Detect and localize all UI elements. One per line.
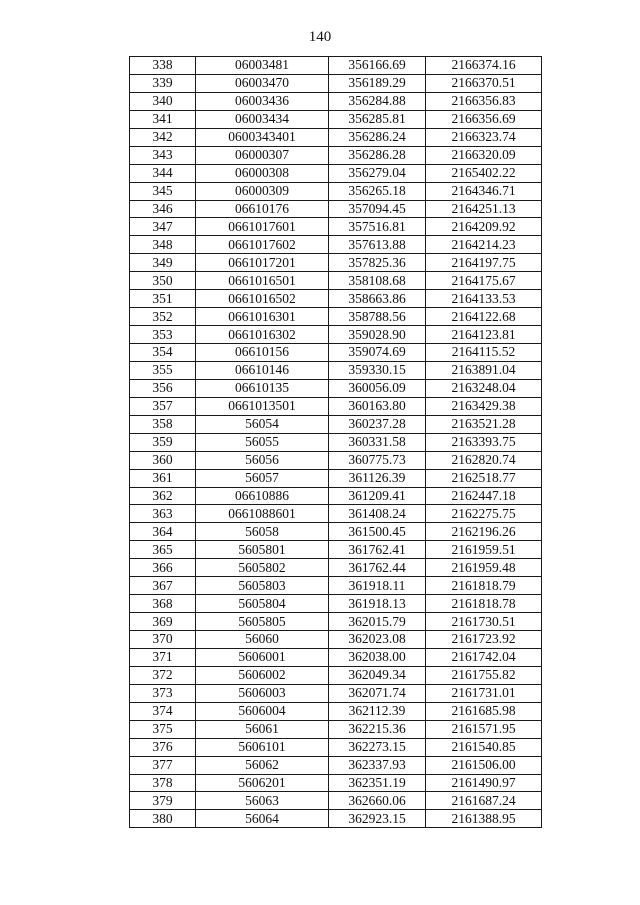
y-coordinate-cell: 2161571.95: [426, 720, 542, 738]
point-id-cell: 5606004: [196, 702, 329, 720]
y-coordinate-cell: 2162447.18: [426, 487, 542, 505]
y-coordinate-cell: 2161730.51: [426, 613, 542, 631]
point-number-cell: 361: [130, 469, 196, 487]
table-row: [130, 254, 542, 272]
table-row: [130, 397, 542, 415]
point-id-cell: 56056: [196, 451, 329, 469]
table-row: [130, 738, 542, 756]
y-coordinate-cell: 2161388.95: [426, 810, 542, 828]
point-number-cell: 346: [130, 200, 196, 218]
table-row: [130, 487, 542, 505]
point-number-cell: 357: [130, 397, 196, 415]
table-row: [130, 451, 542, 469]
x-coordinate-cell: 356279.04: [329, 164, 426, 182]
point-id-cell: 5606201: [196, 774, 329, 792]
x-coordinate-cell: 362071.74: [329, 684, 426, 702]
table-row: [130, 164, 542, 182]
point-number-cell: 347: [130, 218, 196, 236]
point-number-cell: 339: [130, 74, 196, 92]
x-coordinate-cell: 357825.36: [329, 254, 426, 272]
y-coordinate-cell: 2164122.68: [426, 308, 542, 326]
point-number-cell: 376: [130, 738, 196, 756]
table-row: [130, 200, 542, 218]
y-coordinate-cell: 2161540.85: [426, 738, 542, 756]
y-coordinate-cell: 2164115.52: [426, 344, 542, 362]
point-number-cell: 338: [130, 57, 196, 75]
point-id-cell: 5606002: [196, 666, 329, 684]
x-coordinate-cell: 356189.29: [329, 74, 426, 92]
x-coordinate-cell: 361209.41: [329, 487, 426, 505]
point-number-cell: 350: [130, 272, 196, 290]
x-coordinate-cell: 361762.44: [329, 559, 426, 577]
x-coordinate-cell: 360056.09: [329, 379, 426, 397]
point-id-cell: 0661088601: [196, 505, 329, 523]
x-coordinate-cell: 357094.45: [329, 200, 426, 218]
point-id-cell: 5606101: [196, 738, 329, 756]
x-coordinate-cell: 359028.90: [329, 326, 426, 344]
point-number-cell: 363: [130, 505, 196, 523]
point-id-cell: 06003481: [196, 57, 329, 75]
point-id-cell: 5605802: [196, 559, 329, 577]
y-coordinate-cell: 2164251.13: [426, 200, 542, 218]
y-coordinate-cell: 2166356.83: [426, 92, 542, 110]
x-coordinate-cell: 362273.15: [329, 738, 426, 756]
x-coordinate-cell: 362038.00: [329, 648, 426, 666]
point-id-cell: 56055: [196, 433, 329, 451]
x-coordinate-cell: 360237.28: [329, 415, 426, 433]
x-coordinate-cell: 362337.93: [329, 756, 426, 774]
table-row: [130, 666, 542, 684]
point-number-cell: 343: [130, 146, 196, 164]
x-coordinate-cell: 359330.15: [329, 361, 426, 379]
x-coordinate-cell: 356265.18: [329, 182, 426, 200]
x-coordinate-cell: 356284.88: [329, 92, 426, 110]
point-number-cell: 378: [130, 774, 196, 792]
y-coordinate-cell: 2166370.51: [426, 74, 542, 92]
x-coordinate-cell: 361918.13: [329, 595, 426, 613]
table-row: [130, 774, 542, 792]
point-number-cell: 356: [130, 379, 196, 397]
point-number-cell: 362: [130, 487, 196, 505]
table-row: [130, 684, 542, 702]
table-row: [130, 128, 542, 146]
point-number-cell: 341: [130, 110, 196, 128]
point-id-cell: 56054: [196, 415, 329, 433]
x-coordinate-cell: 362023.08: [329, 631, 426, 649]
point-id-cell: 56063: [196, 792, 329, 810]
point-number-cell: 370: [130, 631, 196, 649]
table-row: [130, 74, 542, 92]
table-row: [130, 595, 542, 613]
point-id-cell: 0661016301: [196, 308, 329, 326]
table-row: [130, 110, 542, 128]
point-number-cell: 364: [130, 523, 196, 541]
y-coordinate-cell: 2162196.26: [426, 523, 542, 541]
point-id-cell: 06003470: [196, 74, 329, 92]
point-number-cell: 373: [130, 684, 196, 702]
table-row: [130, 344, 542, 362]
point-number-cell: 368: [130, 595, 196, 613]
y-coordinate-cell: 2164346.71: [426, 182, 542, 200]
y-coordinate-cell: 2164175.67: [426, 272, 542, 290]
table-row: [130, 290, 542, 308]
point-id-cell: 06000309: [196, 182, 329, 200]
point-id-cell: 56060: [196, 631, 329, 649]
x-coordinate-cell: 358663.86: [329, 290, 426, 308]
table-row: [130, 559, 542, 577]
coordinates-table: [129, 56, 542, 828]
x-coordinate-cell: 361762.41: [329, 541, 426, 559]
y-coordinate-cell: 2164133.53: [426, 290, 542, 308]
point-id-cell: 06003434: [196, 110, 329, 128]
point-id-cell: 56057: [196, 469, 329, 487]
y-coordinate-cell: 2161687.24: [426, 792, 542, 810]
x-coordinate-cell: 362351.19: [329, 774, 426, 792]
point-number-cell: 352: [130, 308, 196, 326]
point-id-cell: 56061: [196, 720, 329, 738]
point-number-cell: 340: [130, 92, 196, 110]
x-coordinate-cell: 357516.81: [329, 218, 426, 236]
table-row: [130, 792, 542, 810]
point-number-cell: 353: [130, 326, 196, 344]
point-id-cell: 0661013501: [196, 397, 329, 415]
point-number-cell: 351: [130, 290, 196, 308]
y-coordinate-cell: 2161818.79: [426, 577, 542, 595]
y-coordinate-cell: 2161742.04: [426, 648, 542, 666]
y-coordinate-cell: 2164197.75: [426, 254, 542, 272]
point-id-cell: 56058: [196, 523, 329, 541]
point-number-cell: 355: [130, 361, 196, 379]
x-coordinate-cell: 362215.36: [329, 720, 426, 738]
point-id-cell: 5606001: [196, 648, 329, 666]
y-coordinate-cell: 2166320.09: [426, 146, 542, 164]
point-number-cell: 369: [130, 613, 196, 631]
point-number-cell: 371: [130, 648, 196, 666]
page-number: 140: [308, 29, 332, 45]
y-coordinate-cell: 2164123.81: [426, 326, 542, 344]
point-id-cell: 0661017601: [196, 218, 329, 236]
point-id-cell: 5606003: [196, 684, 329, 702]
y-coordinate-cell: 2164209.92: [426, 218, 542, 236]
table-row: [130, 648, 542, 666]
point-id-cell: 06610176: [196, 200, 329, 218]
point-id-cell: 0661017201: [196, 254, 329, 272]
x-coordinate-cell: 358788.56: [329, 308, 426, 326]
table-row: [130, 577, 542, 595]
point-number-cell: 365: [130, 541, 196, 559]
point-id-cell: 56064: [196, 810, 329, 828]
point-id-cell: 0661016302: [196, 326, 329, 344]
point-number-cell: 345: [130, 182, 196, 200]
x-coordinate-cell: 356285.81: [329, 110, 426, 128]
y-coordinate-cell: 2161685.98: [426, 702, 542, 720]
x-coordinate-cell: 362112.39: [329, 702, 426, 720]
y-coordinate-cell: 2163429.38: [426, 397, 542, 415]
table-row: [130, 613, 542, 631]
x-coordinate-cell: 362015.79: [329, 613, 426, 631]
point-id-cell: 06003436: [196, 92, 329, 110]
point-number-cell: 380: [130, 810, 196, 828]
x-coordinate-cell: 356286.24: [329, 128, 426, 146]
point-number-cell: 344: [130, 164, 196, 182]
y-coordinate-cell: 2163891.04: [426, 361, 542, 379]
table-row: [130, 57, 542, 75]
point-number-cell: 379: [130, 792, 196, 810]
y-coordinate-cell: 2162820.74: [426, 451, 542, 469]
y-coordinate-cell: 2164214.23: [426, 236, 542, 254]
y-coordinate-cell: 2161506.00: [426, 756, 542, 774]
x-coordinate-cell: 361408.24: [329, 505, 426, 523]
y-coordinate-cell: 2166374.16: [426, 57, 542, 75]
point-id-cell: 0661016501: [196, 272, 329, 290]
y-coordinate-cell: 2161959.51: [426, 541, 542, 559]
x-coordinate-cell: 360331.58: [329, 433, 426, 451]
table-row: [130, 218, 542, 236]
table-row: [130, 433, 542, 451]
point-id-cell: 5605803: [196, 577, 329, 595]
x-coordinate-cell: 361126.39: [329, 469, 426, 487]
point-number-cell: 377: [130, 756, 196, 774]
point-number-cell: 342: [130, 128, 196, 146]
point-id-cell: 5605804: [196, 595, 329, 613]
point-number-cell: 366: [130, 559, 196, 577]
table-row: [130, 182, 542, 200]
x-coordinate-cell: 361500.45: [329, 523, 426, 541]
y-coordinate-cell: 2166356.69: [426, 110, 542, 128]
table-row: [130, 631, 542, 649]
y-coordinate-cell: 2162275.75: [426, 505, 542, 523]
point-id-cell: 06610886: [196, 487, 329, 505]
x-coordinate-cell: 362660.06: [329, 792, 426, 810]
table-row: [130, 308, 542, 326]
point-id-cell: 56062: [196, 756, 329, 774]
point-id-cell: 5605801: [196, 541, 329, 559]
x-coordinate-cell: 358108.68: [329, 272, 426, 290]
table-row: [130, 541, 542, 559]
point-number-cell: 354: [130, 344, 196, 362]
x-coordinate-cell: 356286.28: [329, 146, 426, 164]
y-coordinate-cell: 2161723.92: [426, 631, 542, 649]
y-coordinate-cell: 2161490.97: [426, 774, 542, 792]
point-number-cell: 348: [130, 236, 196, 254]
point-number-cell: 375: [130, 720, 196, 738]
x-coordinate-cell: 362923.15: [329, 810, 426, 828]
table-row: [130, 756, 542, 774]
y-coordinate-cell: 2161755.82: [426, 666, 542, 684]
point-id-cell: 0600343401: [196, 128, 329, 146]
x-coordinate-cell: 356166.69: [329, 57, 426, 75]
y-coordinate-cell: 2166323.74: [426, 128, 542, 146]
y-coordinate-cell: 2162518.77: [426, 469, 542, 487]
y-coordinate-cell: 2163521.28: [426, 415, 542, 433]
table-row: [130, 361, 542, 379]
table-row: [130, 505, 542, 523]
x-coordinate-cell: 362049.34: [329, 666, 426, 684]
point-id-cell: 5605805: [196, 613, 329, 631]
point-number-cell: 358: [130, 415, 196, 433]
point-number-cell: 349: [130, 254, 196, 272]
coordinates-table-body: [130, 57, 542, 828]
x-coordinate-cell: 360775.73: [329, 451, 426, 469]
table-row: [130, 702, 542, 720]
table-row: [130, 326, 542, 344]
point-id-cell: 0661017602: [196, 236, 329, 254]
point-id-cell: 06000308: [196, 164, 329, 182]
point-number-cell: 360: [130, 451, 196, 469]
x-coordinate-cell: 357613.88: [329, 236, 426, 254]
y-coordinate-cell: 2161959.48: [426, 559, 542, 577]
point-id-cell: 06610146: [196, 361, 329, 379]
point-number-cell: 359: [130, 433, 196, 451]
point-number-cell: 374: [130, 702, 196, 720]
table-row: [130, 92, 542, 110]
y-coordinate-cell: 2163248.04: [426, 379, 542, 397]
y-coordinate-cell: 2163393.75: [426, 433, 542, 451]
point-id-cell: 06610156: [196, 344, 329, 362]
point-number-cell: 372: [130, 666, 196, 684]
x-coordinate-cell: 359074.69: [329, 344, 426, 362]
point-id-cell: 0661016502: [196, 290, 329, 308]
table-row: [130, 379, 542, 397]
y-coordinate-cell: 2161818.78: [426, 595, 542, 613]
point-id-cell: 06610135: [196, 379, 329, 397]
table-row: [130, 810, 542, 828]
table-row: [130, 469, 542, 487]
point-number-cell: 367: [130, 577, 196, 595]
table-row: [130, 272, 542, 290]
table-row: [130, 146, 542, 164]
table-row: [130, 236, 542, 254]
x-coordinate-cell: 360163.80: [329, 397, 426, 415]
table-row: [130, 415, 542, 433]
table-row: [130, 720, 542, 738]
x-coordinate-cell: 361918.11: [329, 577, 426, 595]
y-coordinate-cell: 2161731.01: [426, 684, 542, 702]
point-id-cell: 06000307: [196, 146, 329, 164]
y-coordinate-cell: 2165402.22: [426, 164, 542, 182]
table-row: [130, 523, 542, 541]
